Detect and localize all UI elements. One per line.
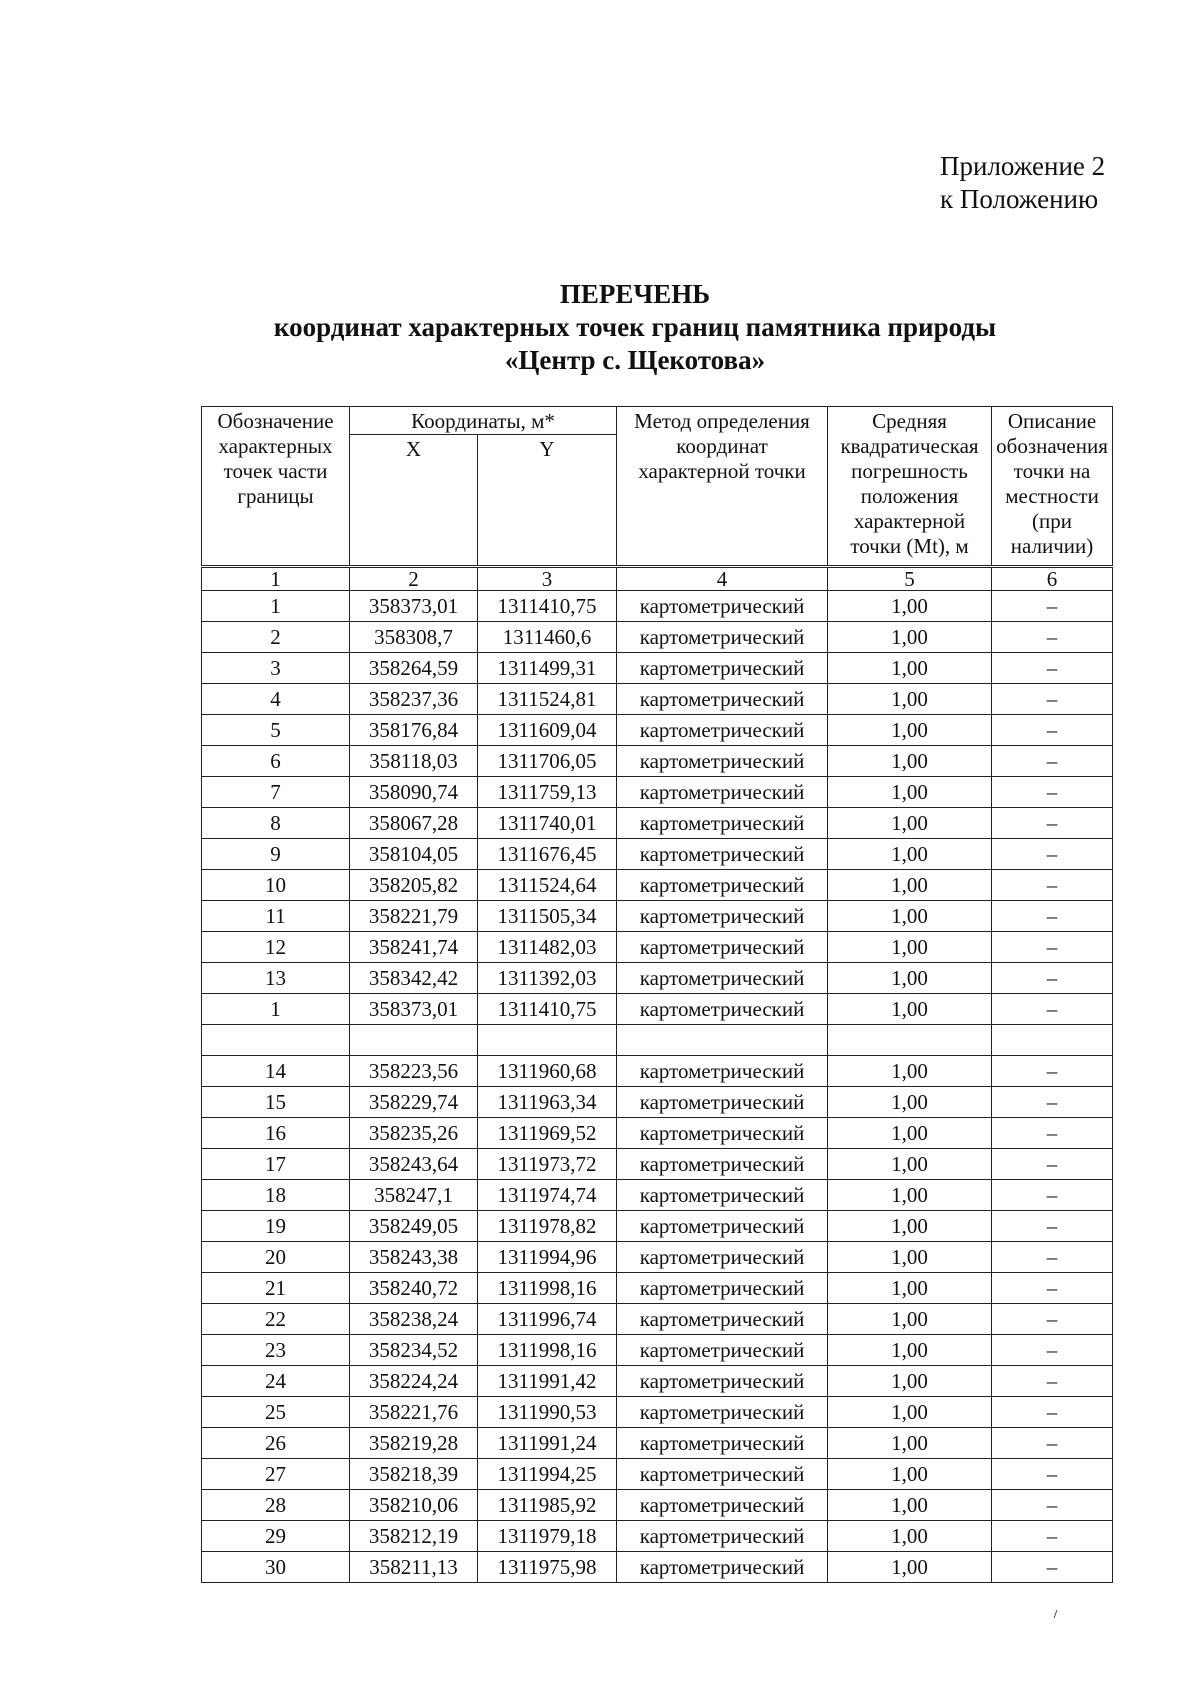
method-cell: картометрический (617, 1521, 828, 1552)
method-cell: картометрический (617, 622, 828, 653)
point-number-cell: 5 (202, 715, 350, 746)
header-error (828, 407, 992, 567)
method-cell: картометрический (617, 1273, 828, 1304)
method-cell: картометрический (617, 746, 828, 777)
point-number-cell: 9 (202, 839, 350, 870)
title-line-3: «Центр с. Щекотова» (504, 345, 766, 375)
table-row (202, 591, 1113, 622)
point-number-cell: 26 (202, 1428, 350, 1459)
error-cell: 1,00 (828, 808, 992, 839)
error-cell: 1,00 (828, 870, 992, 901)
table-row (202, 746, 1113, 777)
header-method (617, 407, 828, 567)
scan-mark (1054, 1610, 1062, 1618)
table-row (202, 1366, 1113, 1397)
table-row (202, 1273, 1113, 1304)
y-coordinate-cell: 1311996,74 (478, 1304, 617, 1335)
description-cell: – (992, 1211, 1113, 1242)
method-cell: картометрический (617, 808, 828, 839)
table-row (202, 1490, 1113, 1521)
description-cell: – (992, 653, 1113, 684)
y-coordinate-cell: 1311979,18 (478, 1521, 617, 1552)
x-coordinate-cell: 358067,28 (350, 808, 478, 839)
error-cell: 1,00 (828, 684, 992, 715)
header-description (992, 407, 1113, 567)
x-coordinate-cell: 358241,74 (350, 932, 478, 963)
description-cell: – (992, 901, 1113, 932)
title-line-2: координат характерных точек границ памятника природы (273, 312, 997, 342)
point-number-cell: 12 (202, 932, 350, 963)
header-method-line: координат (676, 434, 768, 458)
description-cell: – (992, 1242, 1113, 1273)
method-cell: картометрический (617, 1304, 828, 1335)
error-cell: 1,00 (828, 1211, 992, 1242)
method-cell: картометрический (617, 963, 828, 994)
header-method-line: характерной точки (638, 459, 806, 483)
table-row (202, 1056, 1113, 1087)
point-number-cell: 11 (202, 901, 350, 932)
point-number-cell: 29 (202, 1521, 350, 1552)
x-coordinate-cell: 358237,36 (350, 684, 478, 715)
description-cell: – (992, 1552, 1113, 1583)
method-cell: картометрический (617, 1180, 828, 1211)
error-cell: 1,00 (828, 1366, 992, 1397)
error-cell: 1,00 (828, 901, 992, 932)
error-cell: 1,00 (828, 839, 992, 870)
point-number-cell: 28 (202, 1490, 350, 1521)
point-number-cell: 2 (202, 622, 350, 653)
error-cell: 1,00 (828, 1428, 992, 1459)
error-cell: 1,00 (828, 932, 992, 963)
description-cell: – (992, 1087, 1113, 1118)
point-number-cell: 20 (202, 1242, 350, 1273)
y-coordinate-cell: 1311410,75 (478, 591, 617, 622)
x-coordinate-cell: 358240,72 (350, 1273, 478, 1304)
x-coordinate-cell: 358373,01 (350, 591, 478, 622)
method-cell: картометрический (617, 901, 828, 932)
y-coordinate-cell: 1311963,34 (478, 1087, 617, 1118)
method-cell: картометрический (617, 684, 828, 715)
table-row (202, 1149, 1113, 1180)
x-coordinate-cell: 358211,13 (350, 1552, 478, 1583)
header-error-line: положения (860, 484, 959, 508)
point-number-cell: 16 (202, 1118, 350, 1149)
header-description-line: местности (1005, 484, 1099, 508)
point-number-cell: 27 (202, 1459, 350, 1490)
description-cell: – (992, 1180, 1113, 1211)
method-cell: картометрический (617, 994, 828, 1025)
point-number-cell: 4 (202, 684, 350, 715)
description-cell: – (992, 994, 1113, 1025)
table-row (202, 1428, 1113, 1459)
x-coordinate-cell: 358243,38 (350, 1242, 478, 1273)
method-cell: картометрический (617, 1149, 828, 1180)
header-error-line: характерной (853, 509, 966, 533)
numbering-cell: 2 (350, 567, 478, 591)
description-cell: – (992, 1149, 1113, 1180)
coordinates-table (201, 406, 1113, 1583)
point-number-cell: 22 (202, 1304, 350, 1335)
title-line-1: ПЕРЕЧЕНЬ (559, 279, 711, 309)
error-cell: 1,00 (828, 1118, 992, 1149)
table-row (202, 653, 1113, 684)
header-error-line: Средняя (872, 409, 947, 433)
point-number-cell: 3 (202, 653, 350, 684)
table-row (202, 1242, 1113, 1273)
description-cell: – (992, 1428, 1113, 1459)
y-coordinate-cell: 1311609,04 (478, 715, 617, 746)
x-coordinate-cell: 358104,05 (350, 839, 478, 870)
x-coordinate-cell: 358223,56 (350, 1056, 478, 1087)
header-description-line: наличии) (1010, 534, 1094, 558)
y-coordinate-cell: 1311975,98 (478, 1552, 617, 1583)
y-coordinate-cell: 1311676,45 (478, 839, 617, 870)
numbering-cell: 6 (992, 567, 1113, 591)
x-coordinate-cell (350, 1025, 478, 1056)
description-cell: – (992, 1397, 1113, 1428)
point-number-cell: 30 (202, 1552, 350, 1583)
header-description-line: Описание (1007, 409, 1097, 433)
description-cell: – (992, 777, 1113, 808)
x-coordinate-cell: 358090,74 (350, 777, 478, 808)
document-title (200, 278, 1070, 377)
description-cell: – (992, 1459, 1113, 1490)
method-cell: картометрический (617, 932, 828, 963)
x-coordinate-cell: 358308,7 (350, 622, 478, 653)
table-body (202, 567, 1113, 1583)
table-header (202, 407, 1113, 567)
table-row (202, 839, 1113, 870)
method-cell: картометрический (617, 591, 828, 622)
table-row (202, 715, 1113, 746)
numbering-cell: 5 (828, 567, 992, 591)
header-description-line: (при (1032, 509, 1072, 533)
y-coordinate-cell: 1311960,68 (478, 1056, 617, 1087)
table-row (202, 1118, 1113, 1149)
table-row (202, 1397, 1113, 1428)
point-number-cell: 1 (202, 994, 350, 1025)
y-coordinate-cell: 1311973,72 (478, 1149, 617, 1180)
table-row (202, 1025, 1113, 1056)
error-cell: 1,00 (828, 1552, 992, 1583)
appendix-label (940, 150, 1140, 216)
description-cell: – (992, 622, 1113, 653)
description-cell: – (992, 1304, 1113, 1335)
description-cell: – (992, 808, 1113, 839)
y-coordinate-cell: 1311410,75 (478, 994, 617, 1025)
appendix-line-2: к Положению (940, 184, 1099, 214)
description-cell: – (992, 932, 1113, 963)
error-cell: 1,00 (828, 963, 992, 994)
method-cell: картометрический (617, 1428, 828, 1459)
method-cell: картометрический (617, 1087, 828, 1118)
table-row (202, 1211, 1113, 1242)
error-cell: 1,00 (828, 1459, 992, 1490)
description-cell (992, 1025, 1113, 1056)
numbering-row (202, 567, 1113, 591)
y-coordinate-cell: 1311482,03 (478, 932, 617, 963)
method-cell: картометрический (617, 1335, 828, 1366)
y-coordinate-cell: 1311499,31 (478, 653, 617, 684)
description-cell: – (992, 1521, 1113, 1552)
header-method-line: Метод определения (634, 409, 810, 433)
method-cell: картометрический (617, 1459, 828, 1490)
description-cell: – (992, 963, 1113, 994)
y-coordinate-cell: 1311460,6 (478, 622, 617, 653)
point-number-cell: 6 (202, 746, 350, 777)
point-number-cell: 17 (202, 1149, 350, 1180)
error-cell: 1,00 (828, 746, 992, 777)
error-cell: 1,00 (828, 591, 992, 622)
description-cell: – (992, 1366, 1113, 1397)
y-coordinate-cell: 1311991,42 (478, 1366, 617, 1397)
description-cell: – (992, 1118, 1113, 1149)
table-row (202, 808, 1113, 839)
numbering-cell: 4 (617, 567, 828, 591)
x-coordinate-cell: 358224,24 (350, 1366, 478, 1397)
x-coordinate-cell: 358249,05 (350, 1211, 478, 1242)
error-cell: 1,00 (828, 1242, 992, 1273)
x-coordinate-cell: 358247,1 (350, 1180, 478, 1211)
description-cell: – (992, 684, 1113, 715)
point-number-cell: 19 (202, 1211, 350, 1242)
x-coordinate-cell: 358229,74 (350, 1087, 478, 1118)
x-coordinate-cell: 358235,26 (350, 1118, 478, 1149)
y-coordinate-cell: 1311759,13 (478, 777, 617, 808)
description-cell: – (992, 715, 1113, 746)
method-cell: картометрический (617, 1118, 828, 1149)
point-number-cell: 24 (202, 1366, 350, 1397)
header-y: Y (478, 435, 617, 567)
description-cell: – (992, 1056, 1113, 1087)
error-cell: 1,00 (828, 1273, 992, 1304)
header-error-line: погрешность (851, 459, 968, 483)
method-cell: картометрический (617, 715, 828, 746)
error-cell: 1,00 (828, 653, 992, 684)
numbering-cell: 1 (202, 567, 350, 591)
y-coordinate-cell: 1311524,64 (478, 870, 617, 901)
y-coordinate-cell: 1311505,34 (478, 901, 617, 932)
header-designation-line: характерных (218, 434, 333, 458)
y-coordinate-cell: 1311994,96 (478, 1242, 617, 1273)
description-cell: – (992, 839, 1113, 870)
table-row (202, 963, 1113, 994)
method-cell: картометрический (617, 1552, 828, 1583)
x-coordinate-cell: 358373,01 (350, 994, 478, 1025)
error-cell: 1,00 (828, 715, 992, 746)
error-cell: 1,00 (828, 1180, 992, 1211)
header-error-line: точки (Mt), м (850, 534, 969, 558)
error-cell: 1,00 (828, 777, 992, 808)
table-row (202, 777, 1113, 808)
y-coordinate-cell (478, 1025, 617, 1056)
error-cell: 1,00 (828, 1056, 992, 1087)
point-number-cell: 14 (202, 1056, 350, 1087)
table-row (202, 1521, 1113, 1552)
table-row (202, 994, 1113, 1025)
point-number-cell: 23 (202, 1335, 350, 1366)
y-coordinate-cell: 1311969,52 (478, 1118, 617, 1149)
error-cell: 1,00 (828, 622, 992, 653)
y-coordinate-cell: 1311994,25 (478, 1459, 617, 1490)
point-number-cell: 15 (202, 1087, 350, 1118)
x-coordinate-cell: 358218,39 (350, 1459, 478, 1490)
header-designation-line: границы (237, 484, 314, 508)
method-cell: картометрический (617, 777, 828, 808)
table-row (202, 1552, 1113, 1583)
error-cell: 1,00 (828, 1149, 992, 1180)
y-coordinate-cell: 1311998,16 (478, 1335, 617, 1366)
y-coordinate-cell: 1311740,01 (478, 808, 617, 839)
error-cell: 1,00 (828, 1087, 992, 1118)
header-coordinates: Координаты, м* (350, 407, 617, 435)
y-coordinate-cell: 1311974,74 (478, 1180, 617, 1211)
description-cell: – (992, 746, 1113, 777)
y-coordinate-cell: 1311978,82 (478, 1211, 617, 1242)
y-coordinate-cell: 1311392,03 (478, 963, 617, 994)
description-cell: – (992, 1490, 1113, 1521)
method-cell: картометрический (617, 653, 828, 684)
x-coordinate-cell: 358210,06 (350, 1490, 478, 1521)
y-coordinate-cell: 1311998,16 (478, 1273, 617, 1304)
y-coordinate-cell: 1311990,53 (478, 1397, 617, 1428)
header-error-line: квадратическая (840, 434, 979, 458)
x-coordinate-cell: 358234,52 (350, 1335, 478, 1366)
table-row (202, 1304, 1113, 1335)
table-row (202, 1335, 1113, 1366)
method-cell: картометрический (617, 1056, 828, 1087)
method-cell (617, 1025, 828, 1056)
point-number-cell: 18 (202, 1180, 350, 1211)
y-coordinate-cell: 1311706,05 (478, 746, 617, 777)
error-cell: 1,00 (828, 1304, 992, 1335)
appendix-line-1: Приложение 2 (940, 151, 1106, 181)
table-row (202, 1459, 1113, 1490)
x-coordinate-cell: 358221,79 (350, 901, 478, 932)
error-cell: 1,00 (828, 1521, 992, 1552)
header-description-line: точки на (1013, 459, 1091, 483)
header-designation-line: точек части (223, 459, 328, 483)
y-coordinate-cell: 1311985,92 (478, 1490, 617, 1521)
error-cell (828, 1025, 992, 1056)
description-cell: – (992, 870, 1113, 901)
table-row (202, 1087, 1113, 1118)
table-row (202, 684, 1113, 715)
point-number-cell: 21 (202, 1273, 350, 1304)
x-coordinate-cell: 358219,28 (350, 1428, 478, 1459)
error-cell: 1,00 (828, 1397, 992, 1428)
x-coordinate-cell: 358176,84 (350, 715, 478, 746)
method-cell: картометрический (617, 1211, 828, 1242)
x-coordinate-cell: 358342,42 (350, 963, 478, 994)
x-coordinate-cell: 358205,82 (350, 870, 478, 901)
point-number-cell: 1 (202, 591, 350, 622)
description-cell: – (992, 1273, 1113, 1304)
numbering-cell: 3 (478, 567, 617, 591)
x-coordinate-cell: 358221,76 (350, 1397, 478, 1428)
description-cell: – (992, 1335, 1113, 1366)
point-number-cell: 10 (202, 870, 350, 901)
method-cell: картометрический (617, 1397, 828, 1428)
error-cell: 1,00 (828, 994, 992, 1025)
table-row (202, 932, 1113, 963)
y-coordinate-cell: 1311991,24 (478, 1428, 617, 1459)
y-coordinate-cell: 1311524,81 (478, 684, 617, 715)
x-coordinate-cell: 358243,64 (350, 1149, 478, 1180)
method-cell: картометрический (617, 839, 828, 870)
x-coordinate-cell: 358264,59 (350, 653, 478, 684)
table-row (202, 622, 1113, 653)
header-designation-line: Обозначение (217, 409, 334, 433)
point-number-cell: 13 (202, 963, 350, 994)
x-coordinate-cell: 358238,24 (350, 1304, 478, 1335)
error-cell: 1,00 (828, 1490, 992, 1521)
method-cell: картометрический (617, 1366, 828, 1397)
method-cell: картометрический (617, 1490, 828, 1521)
table-row (202, 1180, 1113, 1211)
header-description-line: обозначения (996, 434, 1108, 458)
point-number-cell: 7 (202, 777, 350, 808)
header-designation (202, 407, 350, 567)
method-cell: картометрический (617, 870, 828, 901)
error-cell: 1,00 (828, 1335, 992, 1366)
header-x: X (350, 435, 478, 567)
description-cell: – (992, 591, 1113, 622)
point-number-cell: 25 (202, 1397, 350, 1428)
table-row (202, 901, 1113, 932)
x-coordinate-cell: 358118,03 (350, 746, 478, 777)
point-number-cell (202, 1025, 350, 1056)
point-number-cell: 8 (202, 808, 350, 839)
table-row (202, 870, 1113, 901)
x-coordinate-cell: 358212,19 (350, 1521, 478, 1552)
method-cell: картометрический (617, 1242, 828, 1273)
